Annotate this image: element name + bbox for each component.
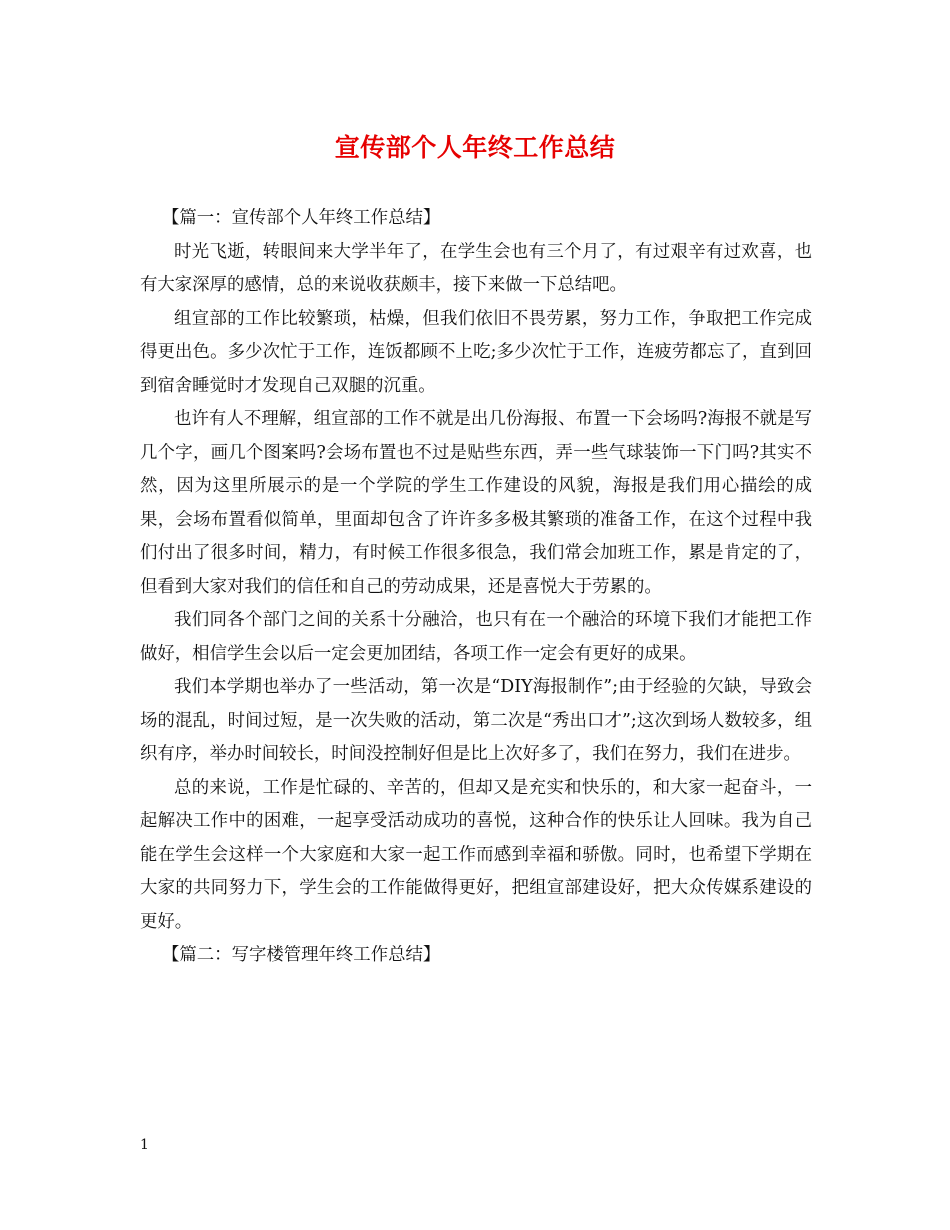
document-title: 宣传部个人年终工作总结	[334, 133, 616, 162]
section-heading-1: 【篇一：宣传部个人年终工作总结】	[162, 208, 441, 228]
paragraph-4: 我们同各个部门之间的关系十分融洽，也只有在一个融洽的环境下我们才能把工作做好，相信学生会以后一定会更加团结，各项工作一定会有更好的成果。	[140, 610, 812, 664]
paragraph-2: 组宣部的工作比较繁琐，枯燥，但我们依旧不畏劳累，努力工作，争取把工作完成得更出色。多少次忙于工作，连饭都顾不上吃;多少次忙于工作，连疲劳都忘了，直到回到宿舍睡觉时才发现自己双腿的沉重。	[140, 308, 812, 396]
paragraph-6: 总的来说，工作是忙碌的、辛苦的，但却又是充实和快乐的，和大家一起奋斗，一起解决工作中的困难，一起享受活动成功的喜悦，这种合作的快乐让人回味。我为自己能在学生会这样一个大家庭和大家一起工作而感到幸福和骄傲。同时，也希望下学期在大家的共同努力下，学生会的工作能做得更好，把组宣部建设好，把大众传媒系建设的更好。	[140, 777, 812, 932]
section-heading-2: 【篇二：写字楼管理年终工作总结】	[162, 945, 441, 965]
page-number: 1	[140, 1137, 149, 1153]
document-body	[140, 202, 812, 973]
paragraph-3: 也许有人不理解，组宣部的工作不就是出几份海报、布置一下会场吗?海报不就是写几个字，画几个图案吗?会场布置也不过是贴些东西，弄一些气球装饰一下门吗?其实不然，因为这里所展示的是一个学院的学生工作建设的风貌，海报是我们用心描绘的成果，会场布置看似简单，里面却包含了许许多多极其繁琐的准备工作，在这个过程中我们付出了很多时间，精力，有时候工作很多很急，我们常会加班工作，累是肯定的了，但看到大家对我们的信任和自己的劳动成果，还是喜悦大于劳累的。	[140, 409, 812, 597]
paragraph-5: 我们本学期也举办了一些活动，第一次是“DIY海报制作”;由于经验的欠缺，导致会场的混乱，时间过短，是一次失败的活动，第二次是“秀出口才”;这次到场人数较多，组织有序，举办时间较长，时间没控制好但是比上次好多了，我们在努力，我们在进步。	[140, 677, 812, 764]
paragraph-1: 时光飞逝，转眼间来大学半年了，在学生会也有三个月了，有过艰辛有过欢喜，也有大家深厚的感情，总的来说收获颇丰，接下来做一下总结吧。	[140, 241, 812, 295]
